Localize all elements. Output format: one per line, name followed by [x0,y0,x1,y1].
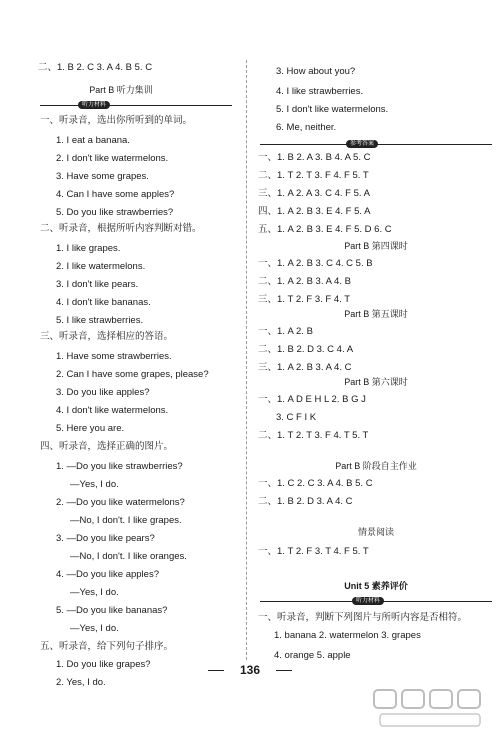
question-heading: 一、听录音，选出你所听到的单词。 [40,115,193,126]
answer-line: 三、1. T 2. F 3. F 4. T [258,294,351,305]
list-item: 5. Do you like strawberries? [56,207,174,218]
list-item: 4. Can I have some apples? [56,189,175,200]
answer-line: 二、1. T 2. T 3. F 4. T 5. T [258,430,369,441]
banner-label: 听力材料 [78,101,110,109]
list-item: 3. —Do you like pears? [56,533,155,544]
list-item: 3. Do you like apples? [56,387,150,398]
answer-line: 一、1. A D E H L 2. B G J [258,394,366,405]
list-item: 4. I like strawberries. [276,86,364,97]
column-divider [246,60,247,660]
page-number-text: 136 [239,663,261,677]
list-item: 3. Have some grapes. [56,171,149,182]
answer-line: 一、1. C 2. C 3. A 4. B 5. C [258,478,373,489]
list-item: 2. —Do you like watermelons? [56,497,185,508]
answer-line: 一、1. T 2. F 3. T 4. F 5. T [258,546,369,557]
list-item: 2. Can I have some grapes, please? [56,369,209,380]
answer-line: 三、1. A 2. B 3. A 4. C [258,362,352,373]
answer-line: 四、1. A 2. B 3. E 4. F 5. A [258,206,371,217]
list-item: 1. I eat a banana. [56,135,130,146]
list-item: 2. I like watermelons. [56,261,146,272]
list-item: —No, I don't. I like grapes. [70,515,182,526]
question-heading: 三、听录音，选择相应的答语。 [40,331,174,342]
list-item: 1. Do you like grapes? [56,659,151,670]
list-item: 2. Yes, I do. [56,677,106,688]
answer-line: 一、1. B 2. A 3. B 4. A 5. C [258,152,371,163]
page-number [222,663,278,677]
list-item: 3. I don't like pears. [56,279,139,290]
answer-line: 三、1. A 2. A 3. C 4. F 5. A [258,188,370,199]
list-item: 4. I don't like bananas. [56,297,151,308]
answer-line: 3. C F I K [276,412,317,423]
list-item: 4. —Do you like apples? [56,569,159,580]
unit-title: Unit 5 素养评价 [344,581,408,591]
list-item: 1. I like grapes. [56,243,121,254]
list-item: —Yes, I do. [70,623,119,634]
answer-line: 一、1. A 2. B 3. C 4. C 5. B [258,258,373,269]
list-item: 5. I don't like watermelons. [276,104,389,115]
list-item: 1. Have some strawberries. [56,351,172,362]
section-banner [260,597,492,605]
section-title: Part B 第六课时 [344,377,408,387]
question-heading: 五、听录音，给下列句子排序。 [40,641,174,652]
list-item: 5. Here you are. [56,423,125,434]
watermark-logo-icon [370,686,490,730]
list-item: 2. I don't like watermelons. [56,153,169,164]
section-title: Part B 听力集训 [89,85,153,95]
answer-line: 二、1. A 2. B 3. A 4. B [258,276,351,287]
section-title: Part B 第五课时 [344,309,408,319]
list-item: —No, I don't. I like oranges. [70,551,187,562]
answer-line: 二、1. T 2. T 3. F 4. F 5. T [258,170,369,181]
answer-line: 一、1. A 2. B [258,326,313,337]
answer-line: 五、1. A 2. B 3. E 4. F 5. D 6. C [258,224,392,235]
list-item: 1. banana 2. watermelon 3. grapes [274,630,421,641]
list-item: 6. Me, neither. [276,122,337,133]
question-heading: 二、听录音，根据所听内容判断对错。 [40,223,202,234]
list-item: —Yes, I do. [70,587,119,598]
section-title: 情景阅读 [357,527,394,537]
section-banner [260,140,492,148]
question-heading: 四、听录音，选择正确的图片。 [40,441,174,452]
section-banner [40,101,232,109]
answer-line: 二、1. B 2. C 3. A 4. B 5. C [38,62,153,73]
list-item: 4. I don't like watermelons. [56,405,169,416]
section-title: Part B 第四课时 [344,241,408,251]
list-item: —Yes, I do. [70,479,119,490]
answer-line: 二、1. B 2. D 3. A 4. C [258,496,353,507]
section-title: Part B 阶段自主作业 [335,461,417,471]
list-item: 3. How about you? [276,66,356,77]
list-item: 1. —Do you like strawberries? [56,461,183,472]
question-heading: 一、听录音，判断下列图片与所听内容是否相符。 [258,612,468,623]
list-item: 5. I like strawberries. [56,315,144,326]
list-item: 5. —Do you like bananas? [56,605,168,616]
list-item: 4. orange 5. apple [274,650,351,661]
banner-label: 听力材料 [352,597,384,605]
banner-label: 参考答案 [346,140,378,148]
answer-line: 二、1. B 2. D 3. C 4. A [258,344,354,355]
